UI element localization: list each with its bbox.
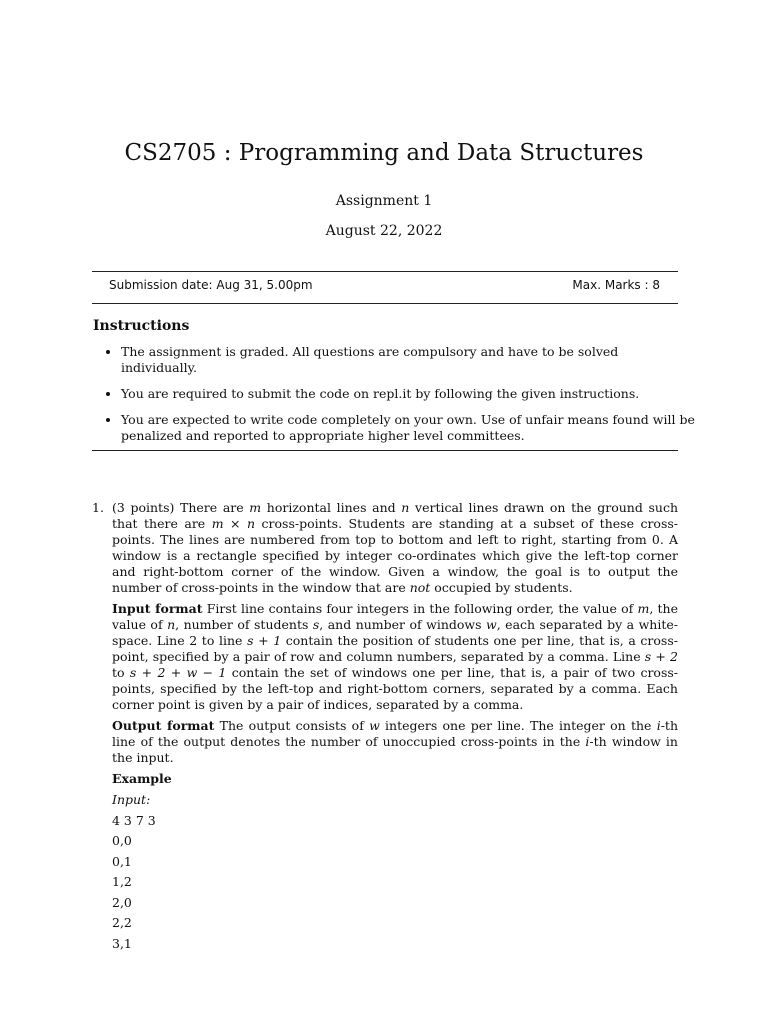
input-line: 2,0 — [112, 894, 132, 910]
instruction-item: • The assignment is graded. All questions are compulsory and have to be solved individually. — [121, 344, 695, 376]
bottom-rule — [92, 450, 678, 451]
example-heading: Example — [112, 771, 172, 786]
input-format: Input format First line contains four integers in the following order, the value of m, the value of n, number of students s, and number of windows w, each separated by a white-space. Line 2 to line s + 1 contain the position of students one per line, that is, a cross-point, specified by a pair of row and column numbers, separated by a comma. Line s + 2 to s + 2 + w − 1 contain the set of windows one per line, that is, a pair of two cross-points, specified by the left-top and right-bottom corners, separated by a comma. Each corner point is given by a pair of indices, separated by a comma. — [112, 601, 678, 712]
question-body — [112, 500, 678, 954]
input-line: 4 3 7 3 — [112, 812, 156, 828]
input-line: 0,0 — [112, 833, 132, 848]
input-line: 0,1 — [112, 853, 132, 869]
instructions-list — [104, 344, 695, 454]
submission-bar — [92, 278, 678, 296]
question-number: 1. — [92, 500, 104, 515]
document-title: CS2705 : Programming and Data Structures — [124, 140, 644, 166]
assignment-date: August 22, 2022 — [325, 223, 443, 239]
max-marks: Max. Marks : 8 — [572, 278, 660, 292]
assignment-number: Assignment 1 — [335, 193, 433, 209]
problem-statement: (3 points) There are m horizontal lines and n vertical lines drawn on the ground such that there are m × n cross-points. Students are standing at a subset of these cross-points. The lines are numbered from top to bottom and left to right, starting from 0. A window is a rectangle specified by integer co-ordinates which give the left-top corner and right-bottom corner of the window. Given a window, the goal is to output the number of cross-points in the window that are not occupied by students. — [112, 500, 679, 595]
output-format: Output format The output consists of w integers one per line. The integer on the i-th line of the output denotes the number of unoccupied cross-points in the i-th window in the input. — [112, 718, 679, 765]
input-line: 3,1 — [112, 935, 132, 951]
submission-date: Submission date: Aug 31, 5.00pm — [109, 278, 313, 292]
instruction-item: • You are expected to write code completely on your own. Use of unfair means found will be penalized and reported to appropriate higher level committees. — [121, 412, 695, 444]
middle-rule — [92, 303, 678, 304]
input-line: 1,2 — [112, 874, 132, 889]
instructions-heading: Instructions — [93, 318, 190, 334]
instruction-item: • You are required to submit the code on repl.it by following the given instructions. — [121, 386, 695, 402]
top-rule — [92, 271, 678, 272]
input-line: 2,2 — [112, 915, 132, 930]
question-1 — [92, 500, 678, 954]
input-label: Input: — [112, 792, 151, 807]
